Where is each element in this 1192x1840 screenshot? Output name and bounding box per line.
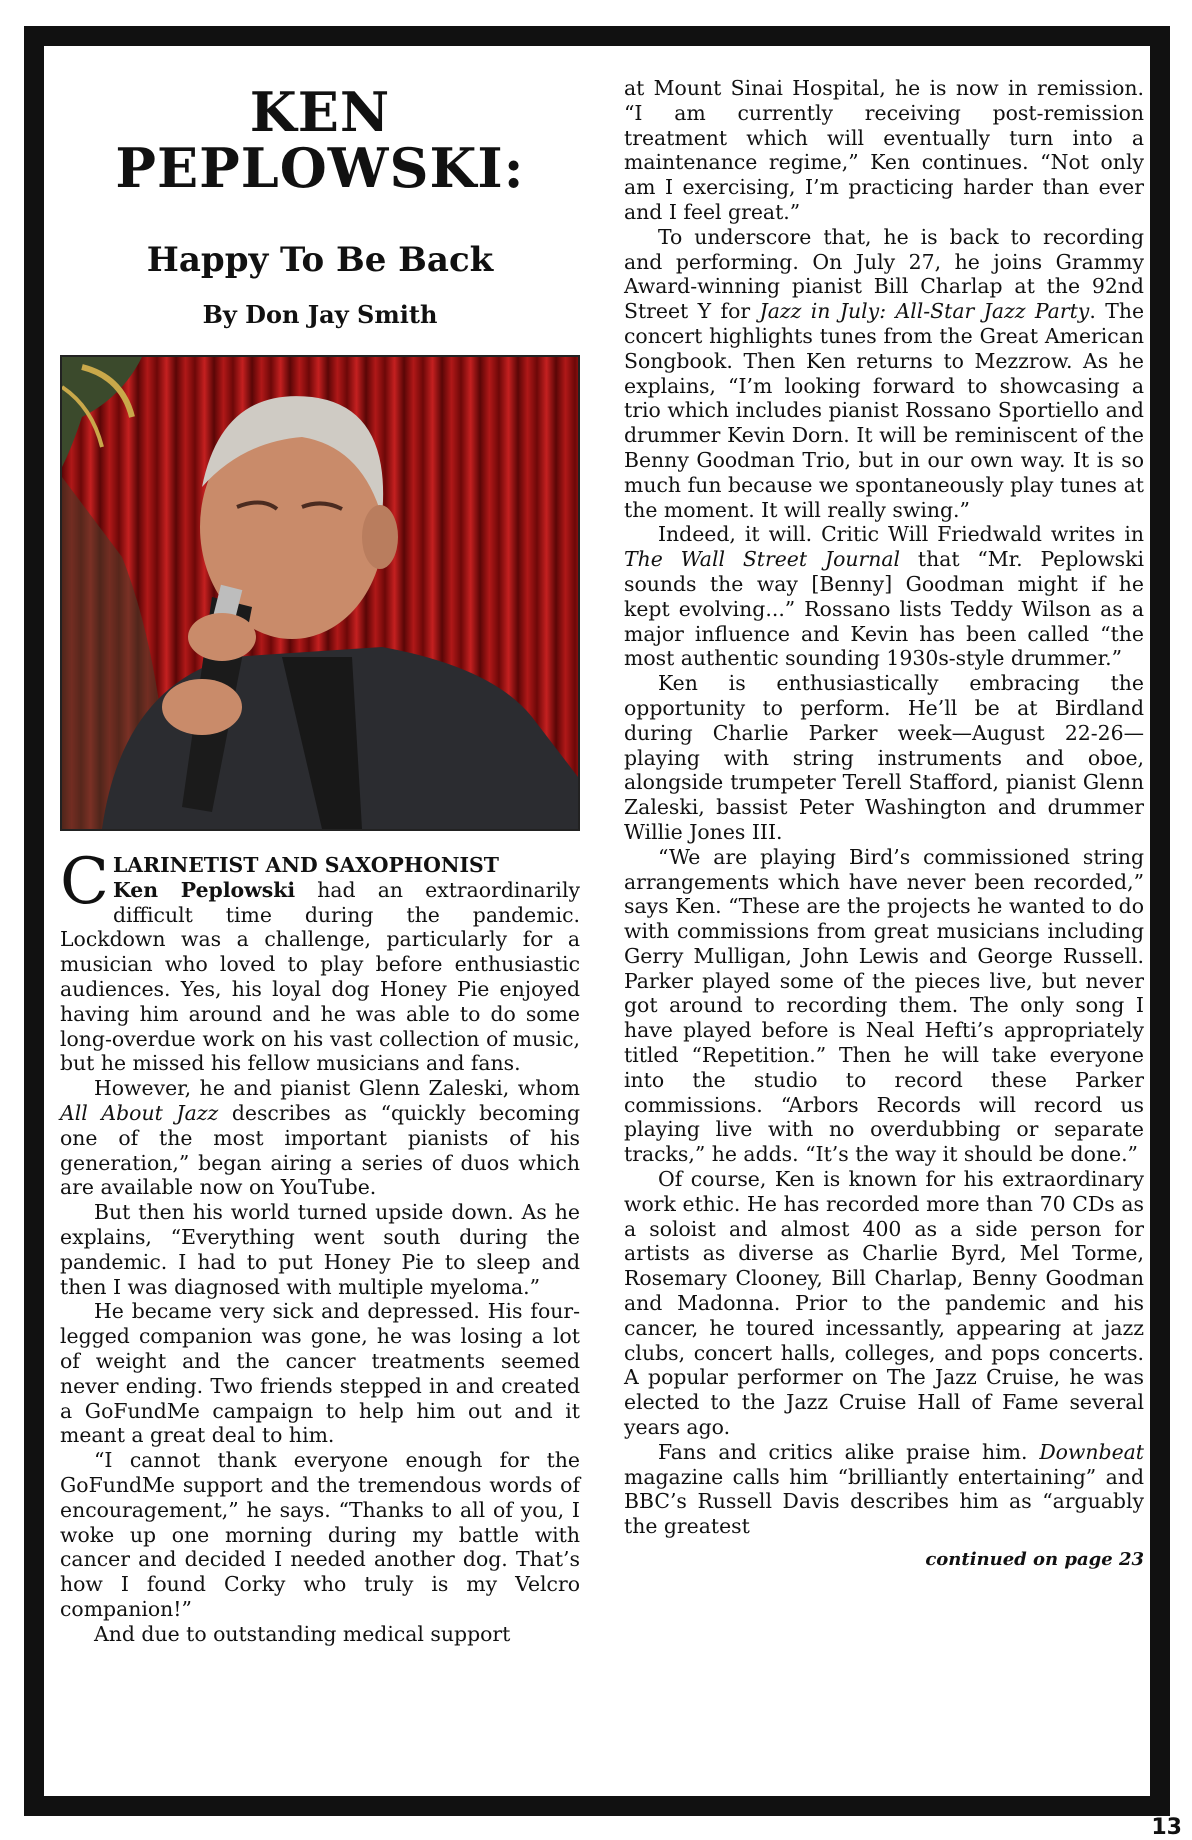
paragraph-lead	[60, 845, 580, 1076]
r2-text-b: . The concert highlights tunes from the Great American Songbook. Then Ken returns to Mezzrow. As he explains, “I’m looking forward to showcasing a trio which includes pianist Rossano Sportiello and drummer Kevin Dorn. It will be reminiscent of the Benny Goodman Trio, but in our own way. It is so much fun because we spontaneously play tunes at the moment. It will really swing.”	[624, 299, 1145, 522]
r3-text-b: that “Mr. Peplowski sounds the way [Benny] Goodman might if he kept evolving...” Rossano lists Teddy Wilson as a major influence and Kevin has been called “the most authentic sounding 1930s-style drummer.”	[624, 547, 1144, 671]
r7-text-b: magazine calls him “brilliantly entertaining” and BBC’s Russell Davis describes him as “arguably the greatest	[624, 1464, 1144, 1539]
paragraph-r3	[624, 522, 1144, 671]
paragraph-r7	[624, 1440, 1144, 1539]
headline	[60, 80, 580, 200]
headline-line-2: PEPLOWSKI:	[115, 136, 525, 200]
paragraph-3: But then his world turned upside down. As he explains, “Everything went south during the pandemic. I had to put Honey Pie to sleep and then I was diagnosed with multiple myeloma.”	[60, 1200, 580, 1299]
continued-note[interactable]: continued on page 23	[925, 1549, 1144, 1571]
subhead: Happy To Be Back	[146, 240, 494, 280]
paragraph-r6: Of course, Ken is known for his extraordinary work ethic. He has recorded more than 70 CDs as a soloist and almost 400 as a side person for artists as diverse as Charlie Byrd, Mel Torme, Rosemary Clooney, Bill Charlap, Benny Goodman and Madonna. Prior to the pandemic and his cancer, he toured incessantly, appearing at jazz clubs, concert halls, colleges, and pops concerts. A popular performer on The Jazz Cruise, he was elected to the Jazz Cruise Hall of Fame several years ago.	[624, 1167, 1144, 1440]
r7-text-a: Fans and critics alike praise him.	[658, 1439, 1040, 1464]
drop-cap: C	[60, 845, 109, 919]
paragraph-5: “I cannot thank everyone enough for the GoFundMe support and the tremendous words of encouragement,” he says. “Thanks to all of you, I woke up one morning during my battle with cancer and decided I needed another dog. That’s how I found Corky who truly is my Velcro companion!”	[60, 1448, 580, 1621]
p2-italic: All About Jazz	[60, 1100, 219, 1125]
lead-caps: LARINETIST AND SAXOPHONIST	[112, 853, 499, 877]
article	[44, 46, 1150, 1796]
subject-name: Ken Peplowski	[112, 877, 296, 902]
r2-text-a: To underscore that, he is back to recording and performing. On July 27, he joins Grammy Award-winning pianist Bill Charlap at the 92nd Street Y for	[624, 224, 1144, 324]
paragraph-r2	[624, 225, 1144, 523]
page-number: 13	[1151, 1815, 1182, 1840]
paragraph-2	[60, 1076, 580, 1200]
paragraph-6: And due to outstanding medical support	[94, 1621, 511, 1646]
p2-text-a: However, he and pianist Glenn Zaleski, whom	[94, 1076, 580, 1101]
paragraph-r5: “We are playing Bird’s commissioned string arrangements which have never been recorded,” says Ken. “These are the projects he wanted to do with commissions from great musicians including Gerry Mulligan, John Lewis and George Russell. Parker played some of the pieces live, but never got around to recording them. The only song I have played before is Neal Hefti’s appropriately titled “Repetition.” Then he will take everyone into the studio to record these Parker commissions. “Arbors Records will record us playing live with no overdubbing or separate tracks,” he adds. “It’s the way it should be done.”	[624, 844, 1144, 1167]
byline: By Don Jay Smith	[202, 300, 438, 329]
r3-text-a: Indeed, it will. Critic Will Friedwald writes in	[658, 522, 1144, 547]
r7-italic: Downbeat	[1039, 1439, 1144, 1464]
headline-line-1: KEN	[249, 80, 391, 144]
paragraph-4: He became very sick and depressed. His four-legged companion was gone, he was losing a lot of weight and the cancer treatments seemed never ending. Two friends stepped in and created a GoFundMe campaign to help him out and it meant a great deal to him.	[60, 1299, 580, 1448]
photo-illustration	[62, 357, 578, 829]
right-column	[624, 76, 1144, 1570]
paragraph-r1: at Mount Sinai Hospital, he is now in remission. “I am currently receiving post-remission treatment which will eventually turn into a maintenance regime,” Ken continues. “Not only am I exercising, I’m practicing harder than ever and I feel great.”	[624, 76, 1144, 224]
paragraph-r4: Ken is enthusiastically embracing the opportunity to perform. He’ll be at Birdland during Charlie Parker week—August 22-26—playing with string instruments and oboe, alongside trumpeter Terell Stafford, pianist Glenn Zaleski, bassist Peter Washington and drummer Willie Jones III.	[624, 671, 1144, 844]
r2-italic: Jazz in July: All-Star Jazz Party	[759, 299, 1090, 324]
r3-italic: The Wall Street Journal	[624, 547, 901, 572]
lead-text: had an extraordinarily difficult time during the pandemic. Lockdown was a challenge, particularly for a musician who loved to play before enthusiastic audiences. Yes, his loyal dog Honey Pie enjoyed having him around and he was able to do some long-overdue work on his vast collection of music, but he missed his fellow musicians and fans.	[60, 877, 580, 1076]
left-column	[60, 46, 580, 1647]
musician-photo	[60, 355, 580, 831]
p2-text-b: describes as “quickly becoming one of the most important pianists of his generation,” began airing a series of duos which are available now on YouTube.	[60, 1100, 580, 1200]
